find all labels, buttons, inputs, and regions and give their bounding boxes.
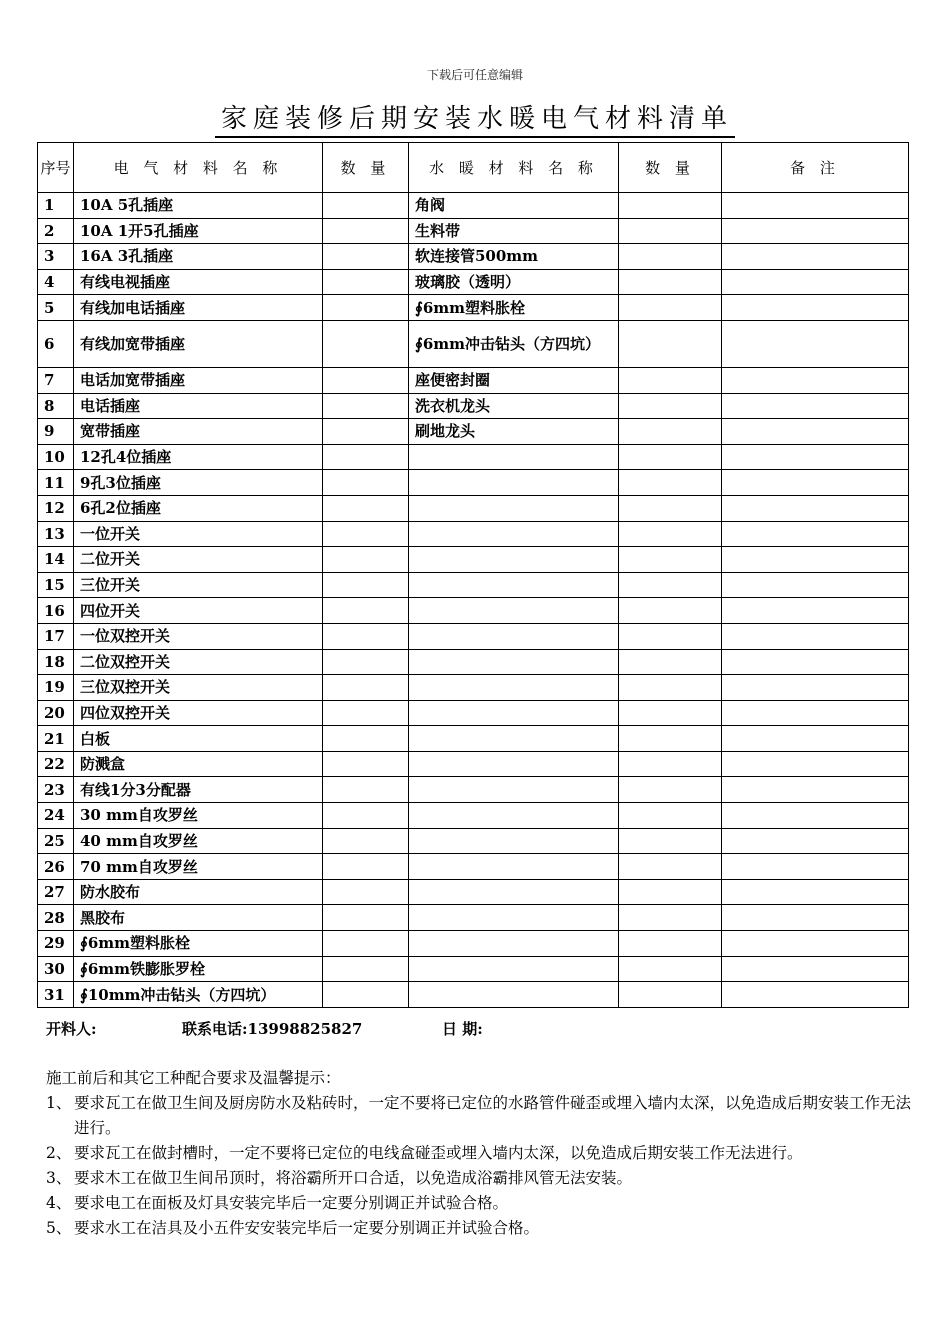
remark-cell	[722, 931, 909, 957]
plumbing-qty	[619, 649, 722, 675]
electrical-qty	[323, 854, 409, 880]
table-row	[38, 193, 909, 219]
row-number: 12	[38, 495, 74, 521]
plumbing-item	[409, 854, 619, 880]
header-elec-qty: 数 量	[323, 143, 409, 193]
row-number: 2	[38, 218, 74, 244]
plumbing-item: ∮6mm塑料胀栓	[409, 295, 619, 321]
tip-item	[46, 1191, 912, 1216]
plumbing-item	[409, 649, 619, 675]
plumbing-qty	[619, 444, 722, 470]
plumbing-qty	[619, 470, 722, 496]
row-number: 31	[38, 982, 74, 1008]
row-number: 22	[38, 751, 74, 777]
plumbing-qty	[619, 879, 722, 905]
tips-list	[46, 1091, 912, 1241]
remark-cell	[722, 623, 909, 649]
electrical-qty	[323, 777, 409, 803]
remark-cell	[722, 320, 909, 367]
electrical-qty	[323, 295, 409, 321]
electrical-qty	[323, 649, 409, 675]
remark-cell	[722, 218, 909, 244]
electrical-item: 一位开关	[74, 521, 323, 547]
plumbing-item	[409, 700, 619, 726]
plumbing-qty	[619, 700, 722, 726]
row-number: 4	[38, 269, 74, 295]
table-row	[38, 218, 909, 244]
table-row	[38, 803, 909, 829]
electrical-item: 三位双控开关	[74, 675, 323, 701]
electrical-qty	[323, 367, 409, 393]
electrical-item: 40 mm自攻罗丝	[74, 828, 323, 854]
plumbing-qty	[619, 751, 722, 777]
remark-cell	[722, 367, 909, 393]
row-number: 28	[38, 905, 74, 931]
table-row	[38, 470, 909, 496]
row-number: 16	[38, 598, 74, 624]
remark-cell	[722, 803, 909, 829]
table-row	[38, 320, 909, 367]
row-number: 14	[38, 547, 74, 573]
plumbing-qty	[619, 931, 722, 957]
electrical-qty	[323, 726, 409, 752]
tip-text: 要求电工在面板及灯具安装完毕后一定要分别调正并试验合格。	[74, 1194, 509, 1212]
remark-cell	[722, 956, 909, 982]
row-number: 7	[38, 367, 74, 393]
electrical-qty	[323, 803, 409, 829]
electrical-qty	[323, 444, 409, 470]
plumbing-qty	[619, 218, 722, 244]
remark-cell	[722, 649, 909, 675]
remark-cell	[722, 854, 909, 880]
table-row	[38, 982, 909, 1008]
row-number: 26	[38, 854, 74, 880]
tip-number: 2、	[46, 1144, 72, 1162]
tip-number: 4、	[46, 1194, 72, 1212]
row-number: 27	[38, 879, 74, 905]
electrical-qty	[323, 931, 409, 957]
table-row	[38, 905, 909, 931]
plumbing-item: 玻璃胶（透明）	[409, 269, 619, 295]
plumbing-qty	[619, 495, 722, 521]
electrical-item: 有线加电话插座	[74, 295, 323, 321]
table-row	[38, 572, 909, 598]
header-seq: 序号	[38, 143, 74, 193]
row-number: 17	[38, 623, 74, 649]
tip-item	[46, 1141, 912, 1166]
table-body	[38, 193, 909, 1008]
table-row	[38, 879, 909, 905]
plumbing-item	[409, 982, 619, 1008]
plumbing-item	[409, 931, 619, 957]
plumbing-qty	[619, 244, 722, 270]
electrical-item: 10A 5孔插座	[74, 193, 323, 219]
row-number: 10	[38, 444, 74, 470]
electrical-item: 黑胶布	[74, 905, 323, 931]
table-row	[38, 367, 909, 393]
row-number: 20	[38, 700, 74, 726]
remark-cell	[722, 419, 909, 445]
plumbing-item	[409, 956, 619, 982]
plumbing-item: 生料带	[409, 218, 619, 244]
electrical-item: 防溅盒	[74, 751, 323, 777]
electrical-item: 三位开关	[74, 572, 323, 598]
tip-text: 要求瓦工在做封槽时，一定不要将已定位的电线盒碰歪或埋入墙内太深，以免造成后期安装工作无法进行。	[74, 1144, 803, 1162]
table-row	[38, 444, 909, 470]
issuer-label: 开料人:	[46, 1020, 97, 1038]
row-number: 19	[38, 675, 74, 701]
electrical-item: 四位开关	[74, 598, 323, 624]
plumbing-qty	[619, 269, 722, 295]
electrical-item: 有线1分3分配器	[74, 777, 323, 803]
plumbing-item: 座便密封圈	[409, 367, 619, 393]
tip-text: 要求木工在做卫生间吊顶时，将浴霸所开口合适，以免造成浴霸排风管无法安装。	[74, 1169, 633, 1187]
row-number: 5	[38, 295, 74, 321]
plumbing-qty	[619, 803, 722, 829]
electrical-item: 10A 1开5孔插座	[74, 218, 323, 244]
plumbing-qty	[619, 320, 722, 367]
remark-cell	[722, 244, 909, 270]
row-number: 30	[38, 956, 74, 982]
electrical-item: 电话加宽带插座	[74, 367, 323, 393]
header-water-qty: 数 量	[619, 143, 722, 193]
plumbing-item	[409, 905, 619, 931]
electrical-qty	[323, 905, 409, 931]
plumbing-qty	[619, 598, 722, 624]
plumbing-item: 洗衣机龙头	[409, 393, 619, 419]
plumbing-item	[409, 777, 619, 803]
table-row	[38, 598, 909, 624]
table-row	[38, 295, 909, 321]
row-number: 25	[38, 828, 74, 854]
electrical-qty	[323, 828, 409, 854]
table-row	[38, 751, 909, 777]
remark-cell	[722, 193, 909, 219]
electrical-item: 30 mm自攻罗丝	[74, 803, 323, 829]
row-number: 23	[38, 777, 74, 803]
date-label: 日 期:	[442, 1020, 483, 1038]
tip-item	[46, 1166, 912, 1191]
plumbing-qty	[619, 854, 722, 880]
electrical-item: 6孔2位插座	[74, 495, 323, 521]
table-header-row	[38, 143, 909, 193]
tips-section	[46, 1066, 912, 1241]
table-row	[38, 419, 909, 445]
plumbing-item	[409, 751, 619, 777]
remark-cell	[722, 295, 909, 321]
row-number: 9	[38, 419, 74, 445]
table-row	[38, 931, 909, 957]
row-number: 18	[38, 649, 74, 675]
plumbing-item	[409, 444, 619, 470]
row-number: 3	[38, 244, 74, 270]
row-number: 21	[38, 726, 74, 752]
remark-cell	[722, 521, 909, 547]
plumbing-qty	[619, 521, 722, 547]
plumbing-qty	[619, 367, 722, 393]
table-row	[38, 623, 909, 649]
electrical-item: 电话插座	[74, 393, 323, 419]
table-row	[38, 854, 909, 880]
remark-cell	[722, 828, 909, 854]
row-number: 8	[38, 393, 74, 419]
plumbing-qty	[619, 905, 722, 931]
table-row	[38, 393, 909, 419]
row-number: 1	[38, 193, 74, 219]
electrical-qty	[323, 521, 409, 547]
electrical-qty	[323, 470, 409, 496]
phone-contact: 联系电话:13998825827	[182, 1020, 363, 1038]
plumbing-item: 刷地龙头	[409, 419, 619, 445]
row-number: 11	[38, 470, 74, 496]
plumbing-item	[409, 623, 619, 649]
plumbing-item	[409, 879, 619, 905]
remark-cell	[722, 982, 909, 1008]
table-row	[38, 547, 909, 573]
electrical-qty	[323, 320, 409, 367]
remark-cell	[722, 751, 909, 777]
electrical-qty	[323, 675, 409, 701]
title-text: 家庭装修后期安装水暖电气材料清单	[215, 104, 735, 138]
electrical-qty	[323, 218, 409, 244]
table-row	[38, 495, 909, 521]
plumbing-item	[409, 726, 619, 752]
electrical-item: ∮6mm铁膨胀罗栓	[74, 956, 323, 982]
plumbing-item	[409, 572, 619, 598]
download-note: 下载后可任意编辑	[426, 68, 523, 82]
remark-cell	[722, 470, 909, 496]
plumbing-item: 角阀	[409, 193, 619, 219]
table-row	[38, 777, 909, 803]
electrical-qty	[323, 751, 409, 777]
row-number: 15	[38, 572, 74, 598]
electrical-item: 9孔3位插座	[74, 470, 323, 496]
plumbing-item	[409, 495, 619, 521]
electrical-qty	[323, 982, 409, 1008]
electrical-qty	[323, 495, 409, 521]
remark-cell	[722, 444, 909, 470]
plumbing-item	[409, 598, 619, 624]
remark-cell	[722, 905, 909, 931]
electrical-item: 70 mm自攻罗丝	[74, 854, 323, 880]
remark-cell	[722, 700, 909, 726]
remark-cell	[722, 675, 909, 701]
electrical-qty	[323, 598, 409, 624]
table-row	[38, 726, 909, 752]
electrical-qty	[323, 419, 409, 445]
plumbing-item	[409, 547, 619, 573]
tip-text: 要求瓦工在做卫生间及厨房防水及粘砖时，一定不要将已定位的水路管件碰歪或埋入墙内太深，以免造成后期安装工作无法进行。	[74, 1094, 912, 1137]
plumbing-item	[409, 675, 619, 701]
plumbing-qty	[619, 572, 722, 598]
tips-heading: 施工前后和其它工种配合要求及温馨提示：	[46, 1069, 341, 1087]
electrical-qty	[323, 193, 409, 219]
row-number: 24	[38, 803, 74, 829]
plumbing-qty	[619, 623, 722, 649]
electrical-qty	[323, 393, 409, 419]
table-row	[38, 675, 909, 701]
tip-number: 1、	[46, 1094, 72, 1112]
plumbing-item	[409, 803, 619, 829]
electrical-qty	[323, 879, 409, 905]
electrical-item: 16A 3孔插座	[74, 244, 323, 270]
remark-cell	[722, 572, 909, 598]
electrical-item: 12孔4位插座	[74, 444, 323, 470]
plumbing-item	[409, 521, 619, 547]
plumbing-qty	[619, 547, 722, 573]
tip-item	[46, 1091, 912, 1141]
electrical-item: ∮10mm冲击钻头（方四坑）	[74, 982, 323, 1008]
remark-cell	[722, 879, 909, 905]
remark-cell	[722, 547, 909, 573]
table-row	[38, 828, 909, 854]
remark-cell	[722, 777, 909, 803]
row-number: 29	[38, 931, 74, 957]
plumbing-qty	[619, 419, 722, 445]
plumbing-qty	[619, 675, 722, 701]
document-title	[0, 98, 950, 135]
remark-cell	[722, 726, 909, 752]
row-number: 6	[38, 320, 74, 367]
electrical-item: 四位双控开关	[74, 700, 323, 726]
plumbing-qty	[619, 956, 722, 982]
plumbing-item: 软连接管500mm	[409, 244, 619, 270]
plumbing-item	[409, 828, 619, 854]
tip-text: 要求水工在洁具及小五件安安装完毕后一定要分别调正并试验合格。	[74, 1219, 540, 1237]
plumbing-item: ∮6mm冲击钻头（方四坑）	[409, 320, 619, 367]
tip-item	[46, 1216, 912, 1241]
electrical-item: 二位双控开关	[74, 649, 323, 675]
electrical-qty	[323, 269, 409, 295]
electrical-qty	[323, 700, 409, 726]
table-row	[38, 700, 909, 726]
table-row	[38, 521, 909, 547]
electrical-qty	[323, 572, 409, 598]
electrical-qty	[323, 547, 409, 573]
tip-number: 5、	[46, 1219, 72, 1237]
plumbing-qty	[619, 726, 722, 752]
table-row	[38, 649, 909, 675]
remark-cell	[722, 495, 909, 521]
electrical-qty	[323, 244, 409, 270]
row-number: 13	[38, 521, 74, 547]
electrical-item: 有线电视插座	[74, 269, 323, 295]
plumbing-qty	[619, 777, 722, 803]
electrical-qty	[323, 623, 409, 649]
electrical-item: 防水胶布	[74, 879, 323, 905]
plumbing-qty	[619, 393, 722, 419]
electrical-item: 宽带插座	[74, 419, 323, 445]
remark-cell	[722, 269, 909, 295]
electrical-item: 二位开关	[74, 547, 323, 573]
electrical-qty	[323, 956, 409, 982]
electrical-item: 一位双控开关	[74, 623, 323, 649]
tip-number: 3、	[46, 1169, 72, 1187]
table-row	[38, 956, 909, 982]
header-remark: 备 注	[722, 143, 909, 193]
remark-cell	[722, 393, 909, 419]
plumbing-item	[409, 470, 619, 496]
plumbing-qty	[619, 295, 722, 321]
plumbing-qty	[619, 193, 722, 219]
header-elec-name: 电 气 材 料 名 称	[74, 143, 323, 193]
remark-cell	[722, 598, 909, 624]
electrical-item: ∮6mm塑料胀栓	[74, 931, 323, 957]
electrical-item: 白板	[74, 726, 323, 752]
header-water-name: 水 暖 材 料 名 称	[409, 143, 619, 193]
table-row	[38, 269, 909, 295]
plumbing-qty	[619, 982, 722, 1008]
materials-table	[37, 142, 909, 1008]
plumbing-qty	[619, 828, 722, 854]
table-row	[38, 244, 909, 270]
electrical-item: 有线加宽带插座	[74, 320, 323, 367]
